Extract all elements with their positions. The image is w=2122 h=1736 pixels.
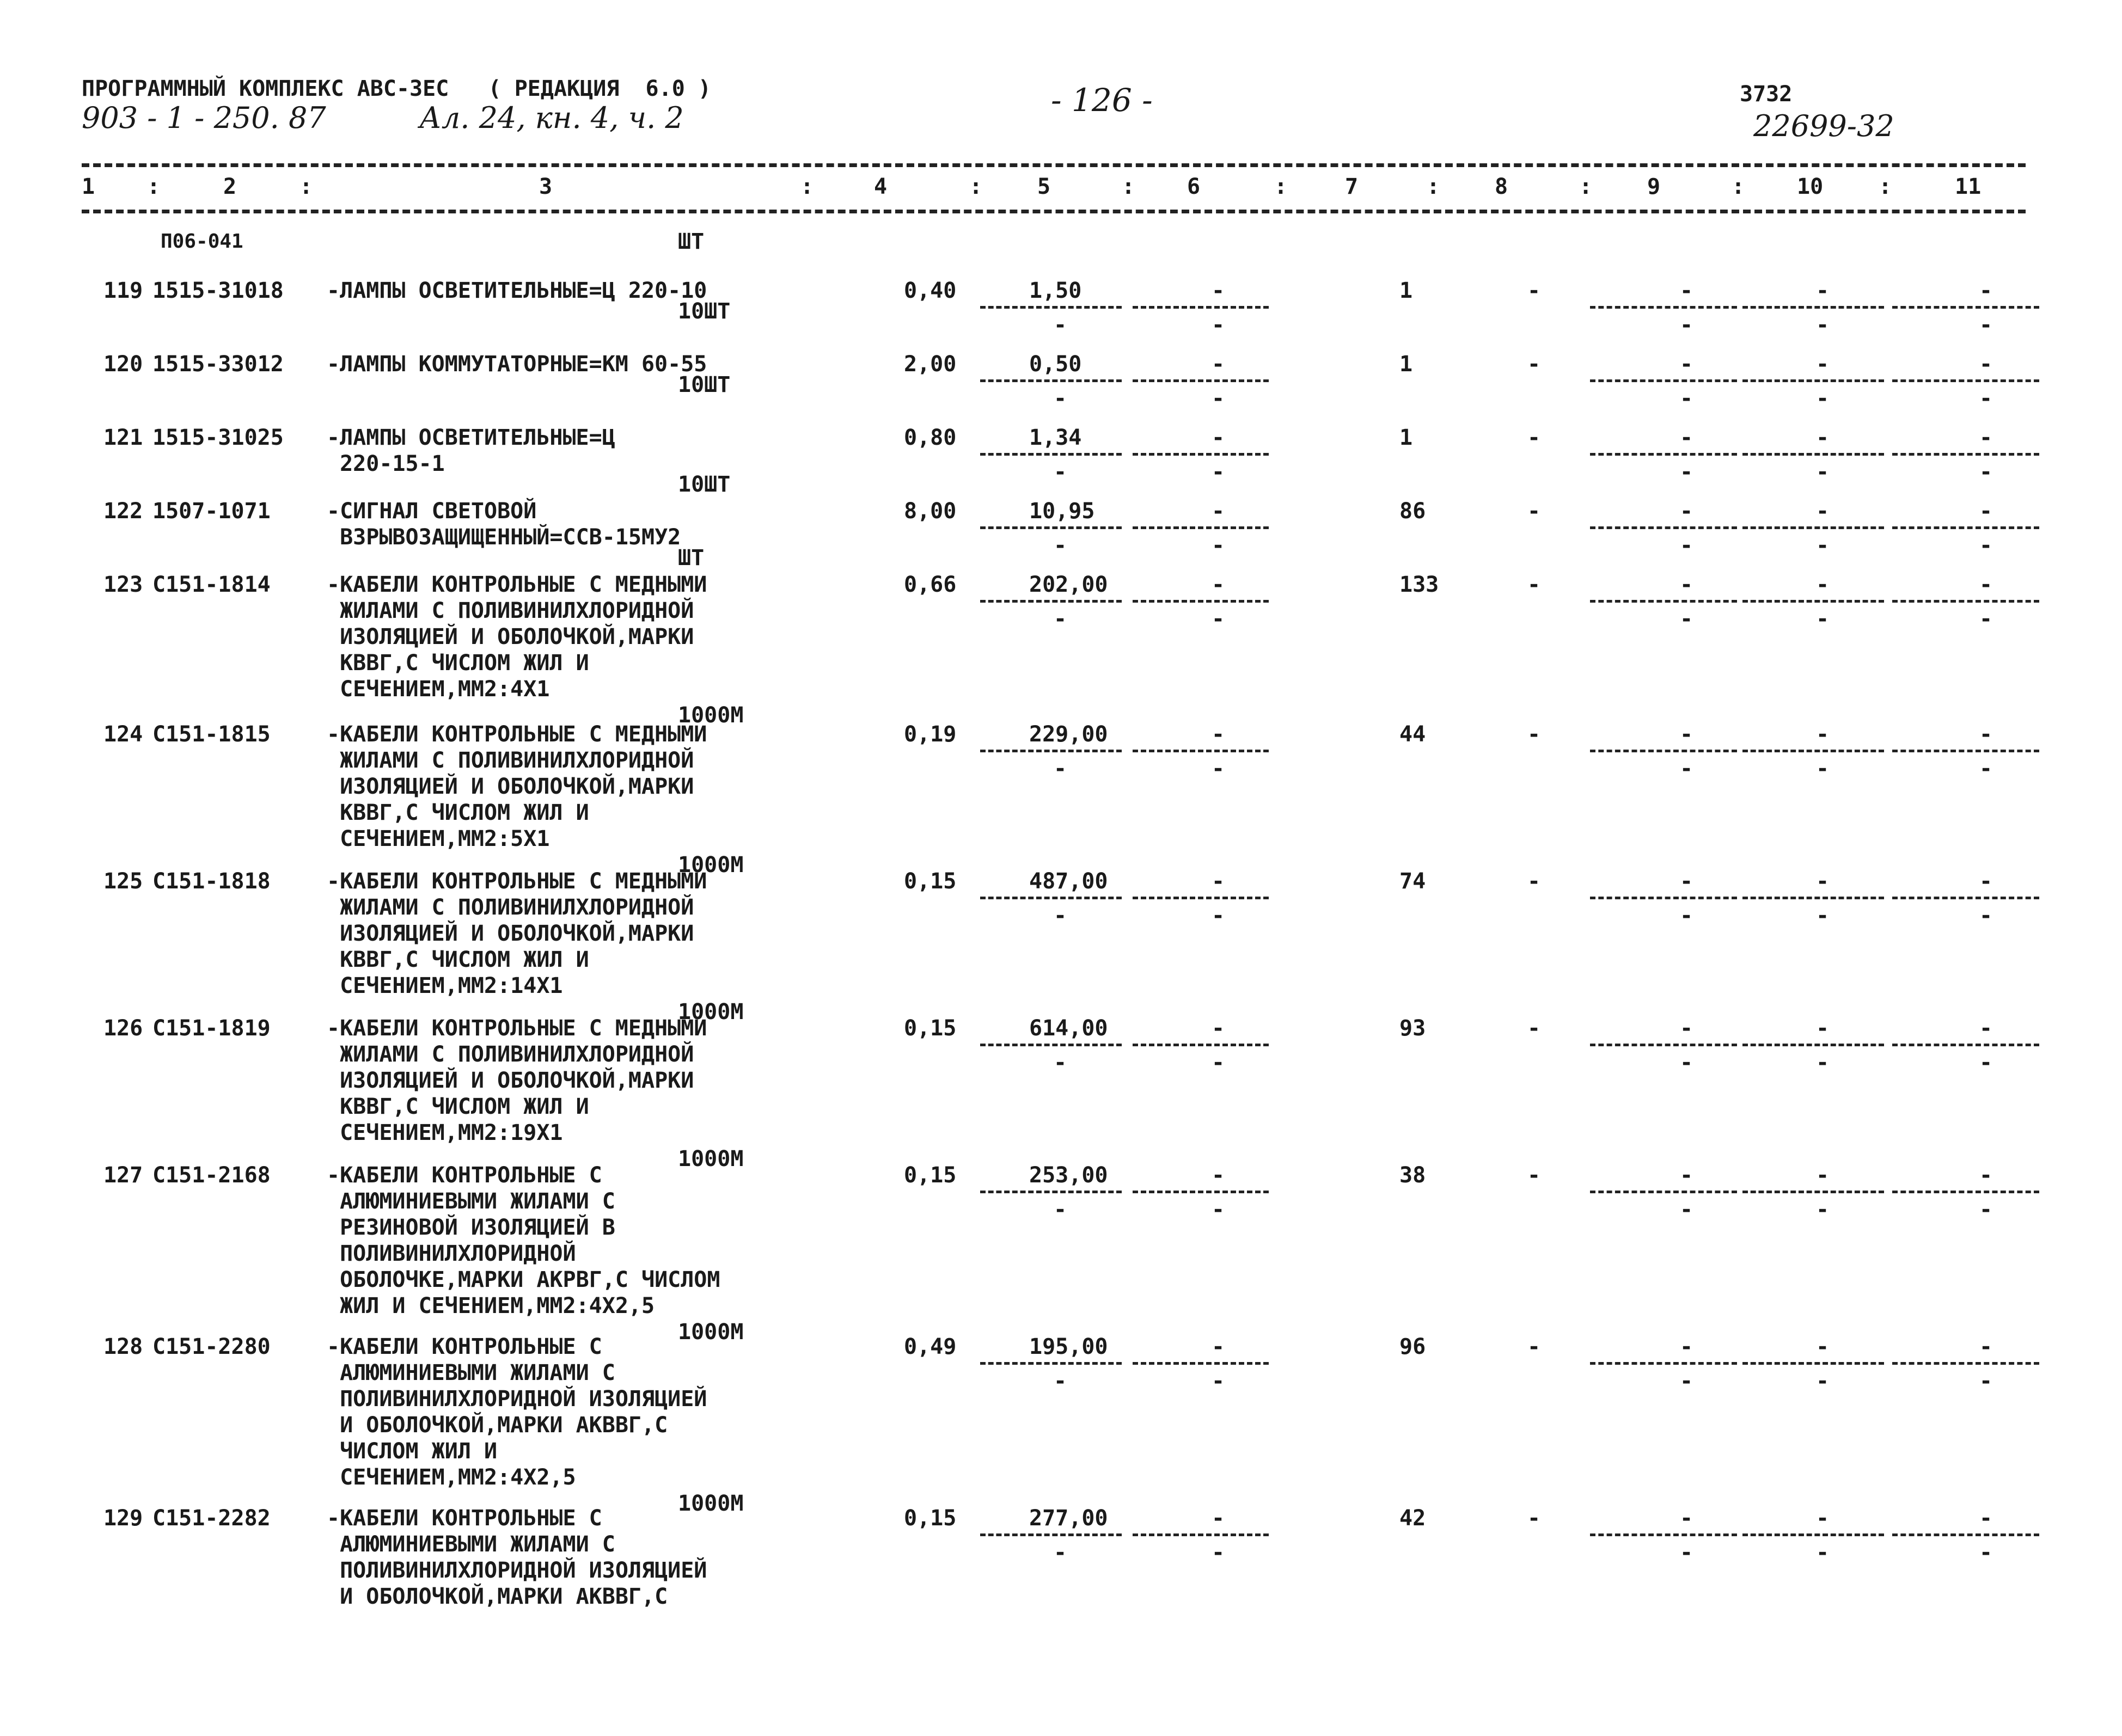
column-6-value: -: [1212, 425, 1225, 450]
row-number: 122: [103, 499, 143, 524]
subtotal-rule: [1892, 306, 2039, 309]
subtotal-rule: [1742, 600, 1884, 603]
subtotal-rule: [1133, 1533, 1269, 1536]
placeholder-dash: -: [1054, 1197, 1067, 1222]
row-number: 128: [103, 1334, 143, 1359]
item-code: 1515-31025: [152, 425, 284, 450]
column-6-value: -: [1212, 869, 1225, 894]
subtotal-rule: [1590, 453, 1737, 456]
placeholder-dash: -: [1212, 533, 1225, 558]
column-10-value: -: [1816, 1334, 1830, 1359]
column-10-value: -: [1816, 278, 1830, 303]
subtotal-rule: [1742, 379, 1884, 382]
row-number: 126: [103, 1016, 143, 1041]
item-description: -КАБЕЛИ КОНТРОЛЬНЫЕ С МЕДНЫМИ ЖИЛАМИ С ПОЛИВИНИЛХЛОРИДНОЙ ИЗОЛЯЦИЕЙ И ОБОЛОЧКОЙ,МАРКИ КВВГ,С ЧИСЛОМ ЖИЛ И СЕЧЕНИЕМ,ММ2:14Х1: [327, 869, 707, 998]
item-code: С151-2282: [152, 1506, 271, 1531]
placeholder-dash: -: [1212, 1197, 1225, 1222]
row-number: 123: [103, 572, 143, 597]
price-value: 202,00: [1029, 572, 1108, 597]
subtotal-rule: [1742, 1533, 1884, 1536]
column-6-value: -: [1212, 1016, 1225, 1041]
price-value: 277,00: [1029, 1506, 1108, 1531]
column-9-value: -: [1680, 1334, 1693, 1359]
subtotal-rule: [1892, 1362, 2039, 1365]
placeholder-dash: -: [1979, 386, 1993, 411]
column-number-10: 10: [1797, 174, 1824, 199]
subtotal-rule: [1590, 1362, 1737, 1365]
column-10-value: -: [1816, 1016, 1830, 1041]
subtotal-rule: [980, 600, 1122, 603]
item-code: 1515-31018: [152, 278, 284, 303]
placeholder-dash: -: [1816, 459, 1830, 484]
column-number-3: 3: [539, 174, 553, 199]
column-6-value: -: [1212, 572, 1225, 597]
column-11-value: -: [1979, 1506, 1993, 1531]
column-9-value: -: [1680, 572, 1693, 597]
column-7-value: 44: [1399, 722, 1426, 747]
placeholder-dash: -: [1816, 533, 1830, 558]
subtotal-rule: [1742, 526, 1884, 529]
placeholder-dash: -: [1979, 459, 1993, 484]
item-code: С151-1818: [152, 869, 271, 894]
placeholder-dash: -: [1979, 1050, 1993, 1075]
placeholder-dash: -: [1212, 756, 1225, 781]
unit-of-measure: 1000М: [678, 1146, 744, 1171]
row-number: 125: [103, 869, 143, 894]
item-code: С151-1814: [152, 572, 271, 597]
subtotal-rule: [1133, 1191, 1269, 1193]
subtotal-rule: [1133, 600, 1269, 603]
column-separator: :: [969, 174, 983, 199]
column-7-value: 42: [1399, 1506, 1426, 1531]
column-8-value: -: [1527, 1016, 1541, 1041]
subtotal-rule: [1892, 1044, 2039, 1046]
page-number: - 126 -: [1051, 82, 1153, 119]
quantity-value: 0,15: [904, 869, 957, 894]
subtotal-rule: [980, 379, 1122, 382]
column-10-value: -: [1816, 722, 1830, 747]
placeholder-dash: -: [1212, 1369, 1225, 1394]
placeholder-dash: -: [1816, 1050, 1830, 1075]
placeholder-dash: -: [1816, 1369, 1830, 1394]
placeholder-dash: -: [1680, 312, 1693, 338]
subtotal-rule: [980, 526, 1122, 529]
column-7-value: 96: [1399, 1334, 1426, 1359]
subtotal-rule: [1590, 750, 1737, 752]
placeholder-dash: -: [1054, 459, 1067, 484]
subtotal-rule: [1742, 1362, 1884, 1365]
item-description: -КАБЕЛИ КОНТРОЛЬНЫЕ С АЛЮМИНИЕВЫМИ ЖИЛАМИ С ПОЛИВИНИЛХЛОРИДНОЙ ИЗОЛЯЦИЕЙ И ОБОЛОЧКОЙ,МАРКИ АКВВГ,С: [327, 1506, 707, 1609]
header-top-rule: [82, 163, 2026, 167]
placeholder-dash: -: [1979, 903, 1993, 928]
column-7-value: 93: [1399, 1016, 1426, 1041]
quantity-value: 0,15: [904, 1163, 957, 1188]
subtotal-rule: [1133, 1044, 1269, 1046]
unit-of-measure: 1000М: [678, 852, 744, 878]
column-7-value: 1: [1399, 425, 1413, 450]
quantity-value: 0,15: [904, 1016, 957, 1041]
column-number-6: 6: [1187, 174, 1201, 199]
unit-of-measure: 1000М: [678, 1320, 744, 1345]
subtotal-rule: [1133, 1362, 1269, 1365]
column-8-value: -: [1527, 352, 1541, 377]
row-number: 127: [103, 1163, 143, 1188]
row-number: 119: [103, 278, 143, 303]
column-9-value: -: [1680, 499, 1693, 524]
placeholder-dash: -: [1054, 756, 1067, 781]
column-number-1: 1: [82, 174, 95, 199]
item-description: -КАБЕЛИ КОНТРОЛЬНЫЕ С МЕДНЫМИ ЖИЛАМИ С ПОЛИВИНИЛХЛОРИДНОЙ ИЗОЛЯЦИЕЙ И ОБОЛОЧКОЙ,МАРКИ КВВГ,С ЧИСЛОМ ЖИЛ И СЕЧЕНИЕМ,ММ2:5Х1: [327, 722, 707, 851]
column-separator: :: [1879, 174, 1892, 199]
item-code: С151-1815: [152, 722, 271, 747]
column-9-value: -: [1680, 352, 1693, 377]
placeholder-dash: -: [1979, 1369, 1993, 1394]
column-number-9: 9: [1647, 174, 1661, 199]
subtotal-rule: [1742, 750, 1884, 752]
column-10-value: -: [1816, 352, 1830, 377]
placeholder-dash: -: [1680, 1540, 1693, 1565]
placeholder-dash: -: [1212, 903, 1225, 928]
column-11-value: -: [1979, 1334, 1993, 1359]
placeholder-dash: -: [1054, 1540, 1067, 1565]
subtotal-rule: [980, 897, 1122, 899]
item-description: -ЛАМПЫ ОСВЕТИТЕЛЬНЫЕ=Ц 220-10: [327, 278, 707, 303]
price-value: 0,50: [1029, 352, 1082, 377]
column-11-value: -: [1979, 499, 1993, 524]
price-value: 1,50: [1029, 278, 1082, 303]
item-code: С151-2280: [152, 1334, 271, 1359]
placeholder-dash: -: [1979, 1540, 1993, 1565]
placeholder-dash: -: [1054, 903, 1067, 928]
placeholder-dash: -: [1979, 312, 1993, 338]
carry-over-code: П06-041: [161, 230, 243, 253]
item-description: -СИГНАЛ СВЕТОВОЙ ВЗРЫВОЗАЩИЩЕННЫЙ=ССВ-15МУ2: [327, 499, 681, 550]
unit-of-measure: 1000М: [678, 999, 744, 1025]
row-number: 129: [103, 1506, 143, 1531]
subtotal-rule: [1742, 453, 1884, 456]
column-9-value: -: [1680, 1016, 1693, 1041]
column-separator: :: [1274, 174, 1288, 199]
subtotal-rule: [1590, 1044, 1737, 1046]
column-9-value: -: [1680, 278, 1693, 303]
placeholder-dash: -: [1212, 386, 1225, 411]
column-8-value: -: [1527, 278, 1541, 303]
column-9-value: -: [1680, 1163, 1693, 1188]
subtotal-rule: [1590, 1191, 1737, 1193]
placeholder-dash: -: [1680, 756, 1693, 781]
header-bottom-rule: [82, 210, 2026, 213]
subtotal-rule: [1892, 1191, 2039, 1193]
unit-of-measure: ШТ: [678, 545, 705, 571]
column-separator: :: [1579, 174, 1593, 199]
column-6-value: -: [1212, 352, 1225, 377]
unit-of-measure: 10ШТ: [678, 472, 731, 497]
placeholder-dash: -: [1680, 606, 1693, 631]
column-6-value: -: [1212, 278, 1225, 303]
column-11-value: -: [1979, 278, 1993, 303]
column-11-value: -: [1979, 352, 1993, 377]
subtotal-rule: [1892, 897, 2039, 899]
price-value: 253,00: [1029, 1163, 1108, 1188]
subtotal-rule: [1133, 306, 1269, 309]
column-6-value: -: [1212, 499, 1225, 524]
column-separator: :: [299, 174, 313, 199]
subtotal-rule: [980, 306, 1122, 309]
column-8-value: -: [1527, 425, 1541, 450]
subtotal-rule: [980, 750, 1122, 752]
placeholder-dash: -: [1979, 756, 1993, 781]
placeholder-dash: -: [1816, 1540, 1830, 1565]
subtotal-rule: [980, 1533, 1122, 1536]
subtotal-rule: [1590, 1533, 1737, 1536]
column-11-value: -: [1979, 1016, 1993, 1041]
item-code: С151-2168: [152, 1163, 271, 1188]
item-description: -КАБЕЛИ КОНТРОЛЬНЫЕ С АЛЮМИНИЕВЫМИ ЖИЛАМИ С ПОЛИВИНИЛХЛОРИДНОЙ ИЗОЛЯЦИЕЙ И ОБОЛОЧКОЙ,МАРКИ АКВВГ,С ЧИСЛОМ ЖИЛ И СЕЧЕНИЕМ,ММ2:4Х2,5: [327, 1334, 707, 1490]
row-number: 120: [103, 352, 143, 377]
placeholder-dash: -: [1680, 1369, 1693, 1394]
item-code: С151-1819: [152, 1016, 271, 1041]
placeholder-dash: -: [1979, 533, 1993, 558]
price-value: 195,00: [1029, 1334, 1108, 1359]
placeholder-dash: -: [1680, 903, 1693, 928]
column-7-value: 1: [1399, 278, 1413, 303]
column-10-value: -: [1816, 572, 1830, 597]
column-8-value: -: [1527, 572, 1541, 597]
quantity-value: 0,40: [904, 278, 957, 303]
subtotal-rule: [1133, 897, 1269, 899]
placeholder-dash: -: [1816, 1197, 1830, 1222]
project-code: 903 - 1 - 250. 87: [82, 101, 326, 135]
quantity-value: 0,66: [904, 572, 957, 597]
placeholder-dash: -: [1979, 1197, 1993, 1222]
column-11-value: -: [1979, 869, 1993, 894]
column-11-value: -: [1979, 572, 1993, 597]
column-7-value: 74: [1399, 869, 1426, 894]
placeholder-dash: -: [1054, 1369, 1067, 1394]
album-ref: Ал. 24, кн. 4, ч. 2: [419, 101, 684, 135]
row-number: 124: [103, 722, 143, 747]
subtotal-rule: [1742, 897, 1884, 899]
column-6-value: -: [1212, 1506, 1225, 1531]
column-11-value: -: [1979, 722, 1993, 747]
column-number-11: 11: [1955, 174, 1982, 199]
quantity-value: 0,49: [904, 1334, 957, 1359]
subtotal-rule: [980, 1044, 1122, 1046]
subtotal-rule: [1892, 526, 2039, 529]
subtotal-rule: [1590, 526, 1737, 529]
column-9-value: -: [1680, 869, 1693, 894]
subtotal-rule: [1133, 526, 1269, 529]
placeholder-dash: -: [1816, 386, 1830, 411]
placeholder-dash: -: [1680, 1050, 1693, 1075]
item-description: -КАБЕЛИ КОНТРОЛЬНЫЕ С АЛЮМИНИЕВЫМИ ЖИЛАМИ С РЕЗИНОВОЙ ИЗОЛЯЦИЕЙ В ПОЛИВИНИЛХЛОРИДНОЙ ОБОЛОЧКЕ,МАРКИ АКРВГ,С ЧИСЛОМ ЖИЛ И СЕЧЕНИЕМ,ММ2:4Х2,5: [327, 1163, 720, 1318]
column-9-value: -: [1680, 722, 1693, 747]
subtotal-rule: [1742, 1191, 1884, 1193]
placeholder-dash: -: [1816, 312, 1830, 338]
column-separator: :: [1122, 174, 1135, 199]
column-7-value: 133: [1399, 572, 1439, 597]
column-11-value: -: [1979, 1163, 1993, 1188]
placeholder-dash: -: [1054, 1050, 1067, 1075]
subtotal-rule: [1133, 379, 1269, 382]
subtotal-rule: [1133, 750, 1269, 752]
column-number-2: 2: [223, 174, 237, 199]
column-8-value: -: [1527, 1506, 1541, 1531]
quantity-value: 0,19: [904, 722, 957, 747]
subtotal-rule: [1742, 306, 1884, 309]
subtotal-rule: [1590, 897, 1737, 899]
subtotal-rule: [980, 1362, 1122, 1365]
placeholder-dash: -: [1212, 312, 1225, 338]
top-right-number: 3732: [1740, 82, 1793, 107]
column-8-value: -: [1527, 1163, 1541, 1188]
placeholder-dash: -: [1054, 533, 1067, 558]
item-description: -КАБЕЛИ КОНТРОЛЬНЫЕ С МЕДНЫМИ ЖИЛАМИ С ПОЛИВИНИЛХЛОРИДНОЙ ИЗОЛЯЦИЕЙ И ОБОЛОЧКОЙ,МАРКИ КВВГ,С ЧИСЛОМ ЖИЛ И СЕЧЕНИЕМ,ММ2:4Х1: [327, 572, 707, 702]
subtotal-rule: [1892, 1533, 2039, 1536]
subtotal-rule: [1742, 1044, 1884, 1046]
subtotal-rule: [1590, 306, 1737, 309]
column-separator: :: [800, 174, 814, 199]
unit-of-measure: 1000М: [678, 703, 744, 728]
price-value: 229,00: [1029, 722, 1108, 747]
column-10-value: -: [1816, 1506, 1830, 1531]
column-7-value: 1: [1399, 352, 1413, 377]
item-description: -ЛАМПЫ ОСВЕТИТЕЛЬНЫЕ=Ц 220-15-1: [327, 425, 615, 476]
column-10-value: -: [1816, 425, 1830, 450]
quantity-value: 8,00: [904, 499, 957, 524]
column-8-value: -: [1527, 499, 1541, 524]
unit-of-measure: 10ШТ: [678, 372, 731, 397]
placeholder-dash: -: [1680, 1197, 1693, 1222]
quantity-value: 0,15: [904, 1506, 957, 1531]
subtotal-rule: [980, 1191, 1122, 1193]
column-7-value: 86: [1399, 499, 1426, 524]
subtotal-rule: [1892, 600, 2039, 603]
column-9-value: -: [1680, 425, 1693, 450]
placeholder-dash: -: [1816, 756, 1830, 781]
column-separator: :: [147, 174, 161, 199]
column-10-value: -: [1816, 869, 1830, 894]
column-8-value: -: [1527, 722, 1541, 747]
subtotal-rule: [1133, 453, 1269, 456]
placeholder-dash: -: [1212, 1050, 1225, 1075]
program-title: ПРОГРАММНЫЙ КОМПЛЕКС АВС-3ЕС ( РЕДАКЦИЯ 6.0 ): [82, 76, 711, 101]
column-8-value: -: [1527, 869, 1541, 894]
item-description: -ЛАМПЫ КОММУТАТОРНЫЕ=КМ 60-55: [327, 352, 707, 377]
subtotal-rule: [1892, 379, 2039, 382]
price-value: 10,95: [1029, 499, 1095, 524]
column-8-value: -: [1527, 1334, 1541, 1359]
column-9-value: -: [1680, 1506, 1693, 1531]
price-value: 614,00: [1029, 1016, 1108, 1041]
unit-of-measure: 1000М: [678, 1491, 744, 1516]
carry-over-unit: ШТ: [678, 229, 705, 254]
column-number-4: 4: [874, 174, 888, 199]
column-number-5: 5: [1037, 174, 1051, 199]
placeholder-dash: -: [1054, 386, 1067, 411]
item-code: 1507-1071: [152, 499, 271, 524]
subtotal-rule: [980, 453, 1122, 456]
unit-of-measure: 10ШТ: [678, 299, 731, 324]
quantity-value: 0,80: [904, 425, 957, 450]
column-11-value: -: [1979, 425, 1993, 450]
placeholder-dash: -: [1816, 903, 1830, 928]
column-10-value: -: [1816, 1163, 1830, 1188]
column-6-value: -: [1212, 722, 1225, 747]
placeholder-dash: -: [1212, 459, 1225, 484]
placeholder-dash: -: [1979, 606, 1993, 631]
column-separator: :: [1427, 174, 1440, 199]
price-value: 487,00: [1029, 869, 1108, 894]
column-10-value: -: [1816, 499, 1830, 524]
item-code: 1515-33012: [152, 352, 284, 377]
column-number-7: 7: [1345, 174, 1359, 199]
price-value: 1,34: [1029, 425, 1082, 450]
quantity-value: 2,00: [904, 352, 957, 377]
placeholder-dash: -: [1680, 386, 1693, 411]
subtotal-rule: [1590, 600, 1737, 603]
placeholder-dash: -: [1816, 606, 1830, 631]
column-number-header: [0, 174, 2122, 207]
item-description: -КАБЕЛИ КОНТРОЛЬНЫЕ С МЕДНЫМИ ЖИЛАМИ С ПОЛИВИНИЛХЛОРИДНОЙ ИЗОЛЯЦИЕЙ И ОБОЛОЧКОЙ,МАРКИ КВВГ,С ЧИСЛОМ ЖИЛ И СЕЧЕНИЕМ,ММ2:19Х1: [327, 1016, 707, 1145]
column-7-value: 38: [1399, 1163, 1426, 1188]
column-6-value: -: [1212, 1334, 1225, 1359]
placeholder-dash: -: [1680, 533, 1693, 558]
column-separator: :: [1732, 174, 1745, 199]
subtotal-rule: [1590, 379, 1737, 382]
placeholder-dash: -: [1680, 459, 1693, 484]
column-6-value: -: [1212, 1163, 1225, 1188]
placeholder-dash: -: [1054, 606, 1067, 631]
placeholder-dash: -: [1212, 606, 1225, 631]
document-number: 22699-32: [1753, 109, 1894, 143]
placeholder-dash: -: [1054, 312, 1067, 338]
subtotal-rule: [1892, 453, 2039, 456]
subtotal-rule: [1892, 750, 2039, 752]
placeholder-dash: -: [1212, 1540, 1225, 1565]
column-number-8: 8: [1495, 174, 1508, 199]
row-number: 121: [103, 425, 143, 450]
